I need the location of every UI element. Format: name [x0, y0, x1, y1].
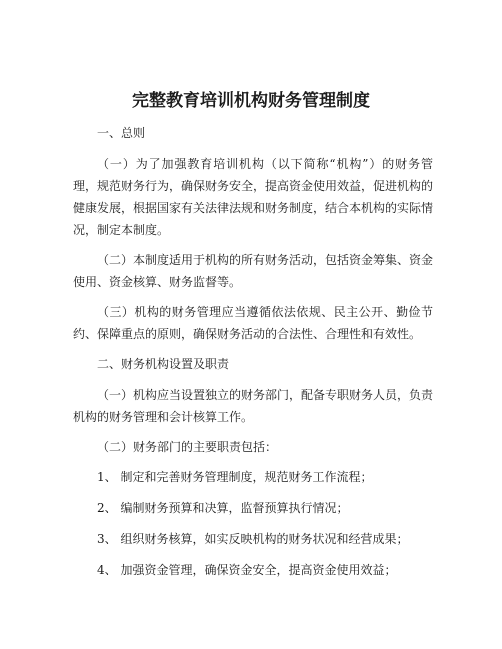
section-heading-organization: 二、财务机构设置及职责	[97, 357, 230, 371]
section-heading-general: 一、总则	[97, 126, 146, 140]
page-title: 完整教育培训机构财务管理制度	[132, 91, 370, 111]
list-item: 3、 组织财务核算，如实反映机构的财务状况和经营成果；	[97, 532, 409, 546]
paragraph-department: （一）机构应当设置独立的财务部门，配备专职财务人员，负责机构的财务管理和会计核算工作。	[73, 388, 434, 424]
list-item: 2、 编制财务预算和决算，监督预算执行情况；	[97, 501, 349, 515]
paragraph-principles: （三）机构的财务管理应当遵循依法依规、民主公开、勤俭节约、保障重点的原则，确保财务活动的合法性、合理性和有效性。	[73, 305, 433, 341]
list-item: 4、 加强资金管理，确保资金安全，提高资金使用效益；	[97, 563, 397, 577]
document-body	[73, 122, 433, 590]
paragraph-duties-intro: （二）财务部门的主要职责包括：	[97, 440, 278, 454]
paragraph-purpose: （一）为了加强教育培训机构（以下简称“机构”）的财务管理，规范财务行为，确保财务安全，提高资金使用效益，促进机构的健康发展，根据国家有关法律法规和财务制度，结合本机构的实际情况，制定本制度。	[73, 157, 434, 237]
list-item: 1、 制定和完善财务管理制度，规范财务工作流程；	[97, 470, 373, 484]
paragraph-scope: （二）本制度适用于机构的所有财务活动，包括资金筹集、资金使用、资金核算、财务监督等。	[73, 253, 434, 289]
